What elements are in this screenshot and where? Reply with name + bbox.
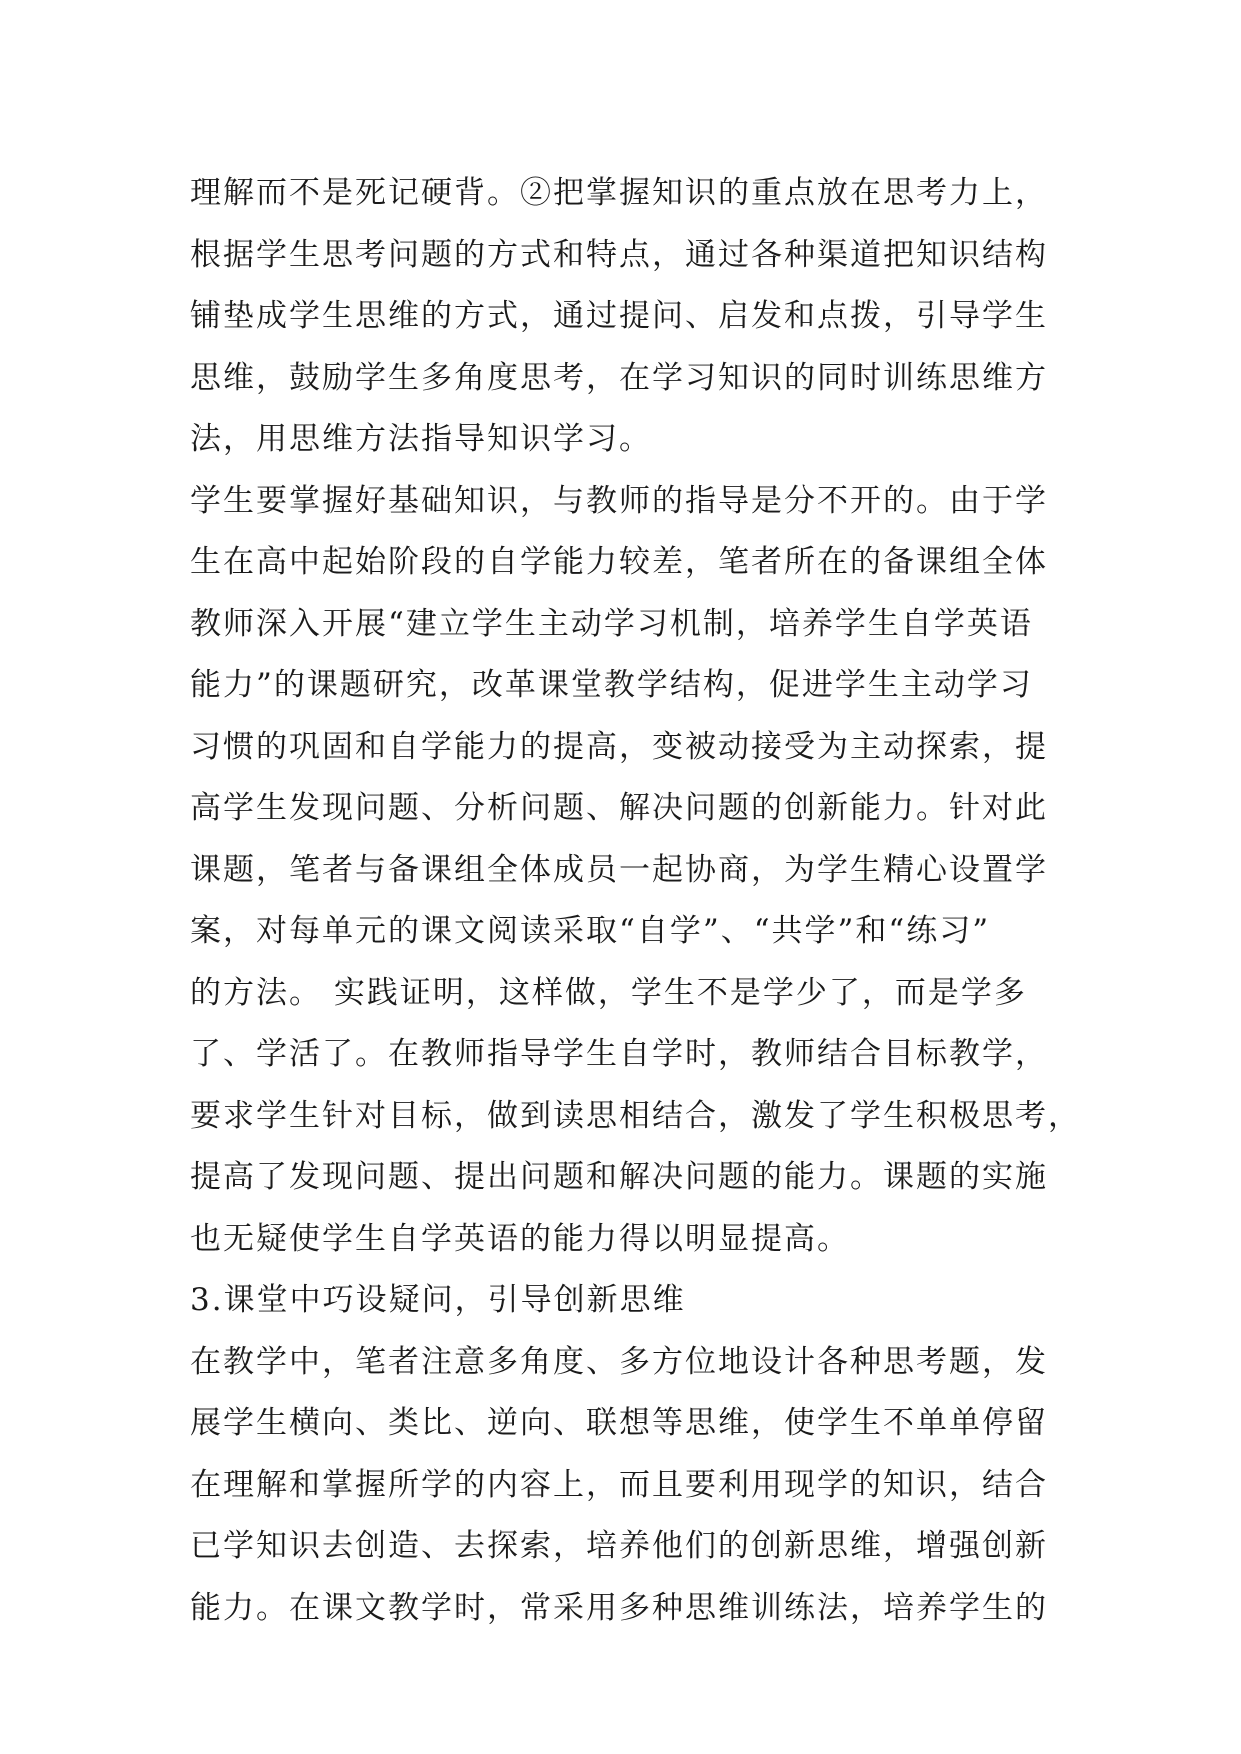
text-line: 法，用思维方法指导知识学习。 — [190, 421, 652, 457]
text-line: 提高了发现问题、提出问题和解决问题的能力。课题的实施 — [190, 1159, 1048, 1195]
text-line: 习惯的巩固和自学能力的提高，变被动接受为主动探索，提 — [190, 728, 1048, 765]
text-line: 理解而不是死记硬背。②把掌握知识的重点放在思考力上， — [190, 175, 1048, 211]
text-line: 高学生发现问题、分析问题、解决问题的创新能力。针对此 — [190, 790, 1048, 826]
text-line: 的方法。 实践证明，这样做，学生不是学少了，而是学多 — [190, 974, 1027, 1011]
text-line: 了、学活了。在教师指导学生自学时，教师结合目标教学， — [190, 1036, 1048, 1072]
text-line: 能力”的课题研究，改革课堂教学结构，促进学生主动学习 — [190, 667, 1033, 703]
text-line: 在理解和掌握所学的内容上，而且要利用现学的知识，结合 — [190, 1466, 1048, 1503]
text-line: 教师深入开展“建立学生主动学习机制，培养学生自学英语 — [190, 605, 1033, 642]
text-line: 生在高中起始阶段的自学能力较差，笔者所在的备课组全体 — [190, 544, 1048, 580]
text-line: 学生要掌握好基础知识，与教师的指导是分不开的。由于学 — [190, 482, 1048, 519]
text-line: 思维，鼓励学生多角度思考，在学习知识的同时训练思维方 — [190, 359, 1048, 396]
text-line: 在教学中，笔者注意多角度、多方位地设计各种思考题，发 — [190, 1343, 1048, 1380]
text-line: 已学知识去创造、去探索，培养他们的创新思维，增强创新 — [190, 1528, 1048, 1564]
text-line: 铺垫成学生思维的方式，通过提问、启发和点拨，引导学生 — [190, 298, 1048, 334]
text-line: 案，对每单元的课文阅读采取“自学”、“共学”和“练习” — [190, 913, 991, 949]
text-line: 展学生横向、类比、逆向、联想等思维，使学生不单单停留 — [190, 1405, 1048, 1441]
section-heading: 3.课堂中巧设疑问，引导创新思维 — [190, 1282, 686, 1318]
text-line: 课题，笔者与备课组全体成员一起协商，为学生精心设置学 — [190, 851, 1048, 888]
text-line: 能力。在课文教学时，常采用多种思维训练法，培养学生的 — [190, 1589, 1048, 1626]
text-line: 根据学生思考问题的方式和特点，通过各种渠道把知识结构 — [190, 236, 1048, 273]
text-line: 要求学生针对目标，做到读思相结合，激发了学生积极思考， — [190, 1097, 1081, 1134]
document-body — [190, 163, 1081, 1639]
text-line: 也无疑使学生自学英语的能力得以明显提高。 — [190, 1220, 850, 1257]
